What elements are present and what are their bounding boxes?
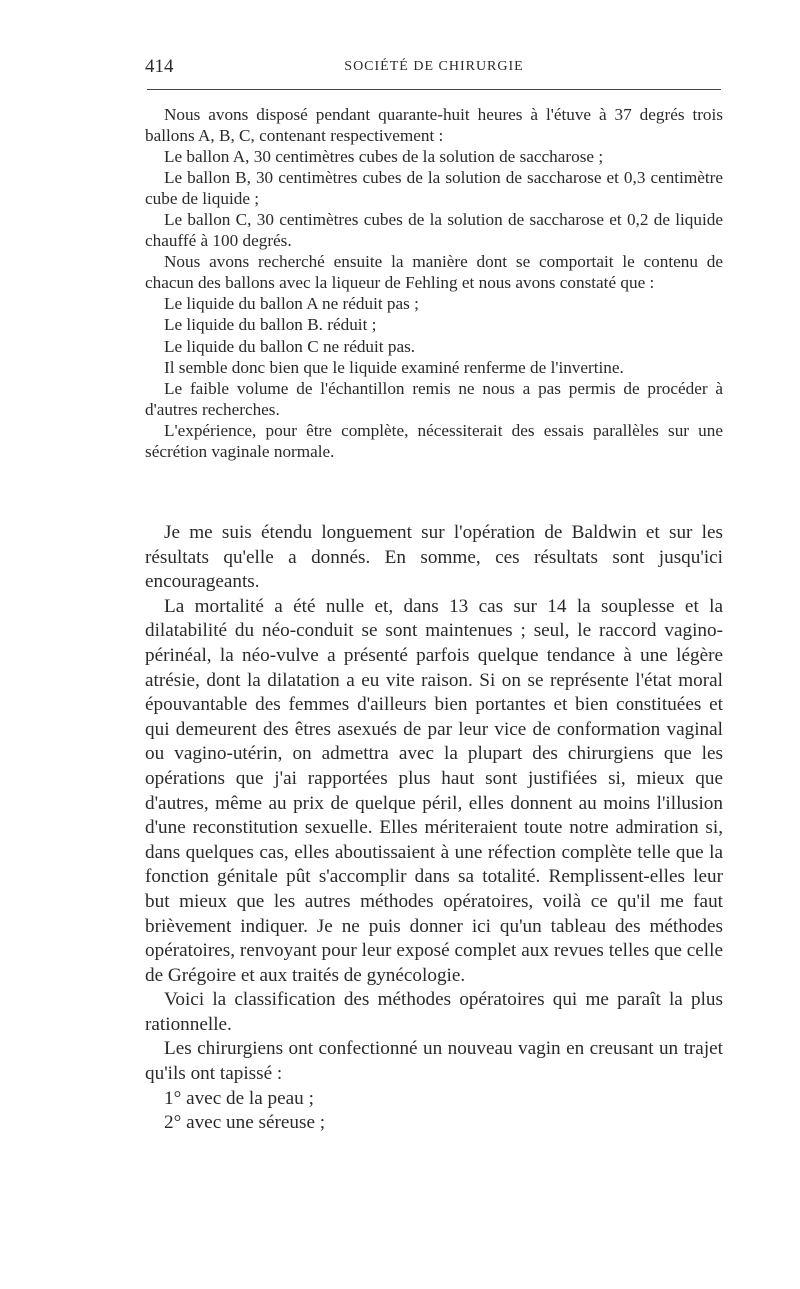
observation-paragraph: L'expérience, pour être complète, nécessiterait des essais parallèles sur une sécrétion vaginale normale.	[145, 420, 723, 461]
observation-paragraph: Le liquide du ballon B. réduit ;	[164, 315, 377, 335]
body-paragraph: La mortalité a été nulle et, dans 13 cas sur 14 la souplesse et la dilatabilité du néo-conduit se sont maintenues ; seul, le raccord vagino-périnéal, la néo-vulve a présenté parfois quelque tendance à une légère atrésie, dont la dilatation a eu vite raison. Si on se représente l'état moral épouvantable des femmes d'ailleurs bien portantes et bien constituées et qui demeurent des êtres asexués de par leur vice de conformation vaginal ou vagino-utérin, on admettra avec la plupart des chirurgiens que les opérations que j'ai rapportées plus haut sont justifiées si, mieux que d'autres, même au prix de quelque péril, elles donnent au moins l'illusion d'une reconstitution sexuelle. Elles mériteraient toute notre admiration si, dans quelques cas, elles aboutissaient à une réfection complète telle que la fonction génitale pût s'accomplir dans sa totalité. Remplissent-elles leur but mieux que les autres méthodes opératoires, voilà ce qu'il me faut brièvement indiquer. Je ne puis donner ici qu'un tableau des méthodes opératoires, renvoyant pour leur exposé complet aux revues telles que celle de Grégoire et aux traités de gynécologie.	[145, 595, 723, 986]
body-paragraph: Les chirurgiens ont confectionné un nouveau vagin en creusant un trajet qu'ils ont tapissé :	[145, 1038, 723, 1085]
observation-paragraph: Le ballon A, 30 centimètres cubes de la solution de saccharose ;	[164, 147, 604, 167]
page-header	[145, 56, 723, 80]
page-number: 414	[145, 56, 174, 77]
body-paragraph: Voici la classification des méthodes opératoires qui me paraît la plus rationnelle.	[145, 989, 723, 1035]
observation-paragraph: Il semble donc bien que le liquide examiné renferme de l'invertine.	[164, 357, 624, 377]
observation-paragraph: Le faible volume de l'échantillon remis ne nous a pas permis de procéder à d'autres recherches.	[145, 378, 723, 419]
running-title: SOCIÉTÉ DE CHIRURGIE	[344, 59, 524, 74]
body-paragraph: Je me suis étendu longuement sur l'opération de Baldwin et sur les résultats qu'elle a donnés. En somme, ces résultats sont jusqu'ici encourageants.	[145, 522, 723, 593]
observation-paragraph: Le ballon C, 30 centimètres cubes de la solution de saccharose et 0,2 de liquide chauffé à 100 degrés.	[145, 210, 723, 251]
main-text-block	[145, 521, 723, 1136]
observation-paragraph: Le liquide du ballon C ne réduit pas.	[164, 336, 416, 356]
list-item: 1° avec de la peau ;	[164, 1087, 314, 1109]
observation-paragraph: Nous avons disposé pendant quarante-huit heures à l'étuve à 37 degrés trois ballons A, B, C, contenant respectivement :	[145, 105, 723, 146]
list-item: 2° avec une séreuse ;	[164, 1112, 326, 1134]
observation-paragraph: Le liquide du ballon A ne réduit pas ;	[164, 294, 419, 314]
header-rule	[147, 89, 721, 90]
observation-block	[145, 104, 723, 462]
observation-paragraph: Le ballon B, 30 centimètres cubes de la solution de saccharose et 0,3 centimètre cube de liquide ;	[145, 168, 723, 209]
observation-paragraph: Nous avons recherché ensuite la manière dont se comportait le contenu de chacun des ballons avec la liqueur de Fehling et nous avons constaté que :	[145, 252, 723, 293]
